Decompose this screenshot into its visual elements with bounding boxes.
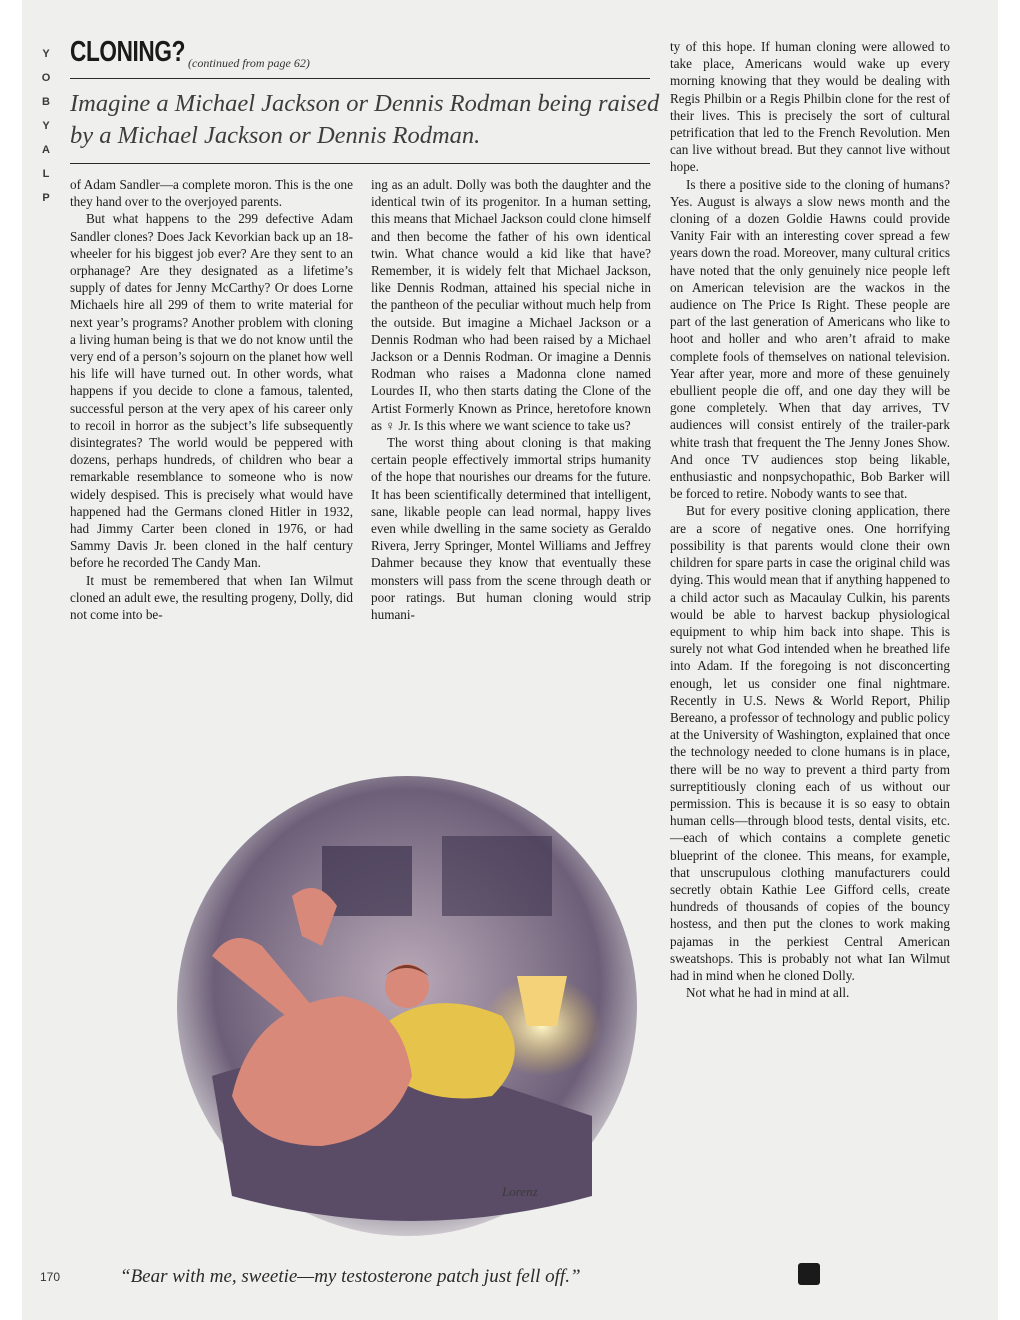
paragraph: But for every positive cloning application, there are a score of negative ones. One horrifying possibility is that parents would clone their own children for spare parts in case the original child was dying. This would mean that if anything happened to a child actor such as Macaulay Culkin, his parents would be able to harvest backup physiological equipment to whip him back into shape. This is surely not what God intended when he breathed life into Adam. If the foregoing is not disconcerting enough, let us consider one final nightmare. Recently in U.S. News & World Report, Philip Bereano, a professor of technology and public policy at the University of Washington, explained that once the technology needed to clone humans is in place, there will be no way to prevent a third party from surreptitiously cloning each of us without our permission. This is because it is so easy to obtain human cells—through blood tests, dental visits, etc.—each of which contains a complete genetic blueprint of the clonee. This means, for example, that unscrupulous clothing manufacturers could secretly obtain Kathie Lee Gifford cells, create hundreds of thousands of copies of the bouncy hostess, and then put the clones to work making pajamas in the perkiest Central American sweatshops. This is probably not what Ian Wilmut had in mind when he cloned Dolly. [670,503,950,983]
paragraph: Not what he had in mind at all. [686,985,850,1001]
text-column-3 [670,38,950,1001]
bunny-end-mark-icon [798,1263,820,1285]
article-title: CLONING? [70,36,186,68]
masthead-letter: Y [42,48,50,60]
divider-bottom [70,163,650,164]
masthead-letter: P [42,192,50,204]
masthead-letter: Y [42,120,50,132]
divider-top [70,78,650,79]
masthead-letter: O [41,72,51,84]
paragraph: But what happens to the 299 defective Adam Sandler clones? Does Jack Kevorkian back up an 18-wheeler for his biggest job ever? Are they sent to an orphanage? Are they designated as a lifetime’s supply of dates for Jenny McCarthy? Or does Lorne Michaels hire all 299 of them to write material for next year’s programs? Another problem with cloning a living human being is that we do not know until the very end of a person’s sojourn on the planet how well his life will have turned out. In other words, what happens if you decide to clone a famous, talented, successful person at the very apex of his career only to recoil in horror as the subject’s life subsequently disintegrates? The world would be peppered with dozens, perhaps hundreds, of children who bear a remarkable resemblance to someone who is now widely despised. This is precisely what would have happened had the Germans cloned Hitler in 1932, had Jimmy Carter been cloned in 1976, or had Sammy Davis Jr. been cloned in the half century before he recorded The Candy Man. [70,211,353,571]
cartoon-caption: “Bear with me, sweetie—my testosterone patch just fell off.” [120,1266,581,1287]
cartoon-illustration [172,776,642,1256]
paragraph: ty of this hope. If human cloning were allowed to take place, Americans would wake up every morning knowing that they would be dealing with Regis Philbin or a Regis Philbin clone for the rest of their lives. This is precisely the sort of cultural petrification that led to the French Revolution. Men can live without bread. But they cannot live without hope. [670,39,950,175]
article-deck: Imagine a Michael Jackson or Dennis Rodman being raised by a Michael Jackson or Dennis Rodman. [70,90,660,149]
artist-signature: Lorenz [502,1184,538,1199]
paragraph: The worst thing about cloning is that making certain people effectively immortal strips humanity of the hope that nourishes our dreams for the future. It has been scientifically determined that intelligent, sane, likable people can lead normal, happy lives even while dwelling in the same society as Geraldo Rivera, Jerry Springer, Montel Williams and Jeffrey Dahmer because they know that eventually these monsters will pass from the scene through death or poor ratings. But human cloning would strip humani- [371,435,651,623]
window-shape [442,836,552,916]
page-number: 170 [40,1270,61,1284]
paragraph: Is there a positive side to the cloning of humans? Yes. August is always a slow news month and the cloning of a dozen Goldie Hawns could provide Vanity Fair with an interesting cover spread a few years down the road. Moreover, many cultural critics have noted that the only genuinely nice people left on American television are the wackos in the audience on The Price Is Right. These people are part of the last generation of Americans who like to hoot and holler and who aren’t afraid to make complete fools of themselves on national television. Year after year, more and more of these genuinely ebullient people die off, and one day they will be gone completely. When that day arrives, TV audiences will consist entirely of the trailer-park white trash that frequent the The Jenny Jones Show. And once TV audiences stop being likable, enthusiastic and nonpsychopathic, Bob Barker will be forced to retire. Nobody wants to see that. [670,176,950,502]
paragraph: It must be remembered that when Ian Wilmut cloned an adult ewe, the resulting progeny, Dolly, did not come into be- [70,572,353,623]
paragraph: ing as an adult. Dolly was both the daughter and the identical twin of its progenitor. In a human setting, this means that Michael Jackson could clone himself and then become the father of his own identical twin. What chance would a kid like that have? Remember, it is widely felt that Michael Jackson, like Dennis Rodman, attained his special niche in the pantheon of the peculiar without much help from the outside. But imagine a Michael Jackson or a Dennis Rodman who had been raised by a Michael Jackson or a Dennis Rodman. Or imagine a Dennis Rodman who raises a Madonna clone named Lourdes II, who then starts dating the Clone of the Artist Formerly Known as Prince, heretofore known as ♀ Jr. Is this where we want science to take us? [371,177,651,433]
masthead-letter: L [42,168,50,180]
paragraph: of Adam Sandler—a complete moron. This is the one they hand over to the overjoyed parents. [70,177,353,210]
masthead-vertical [36,42,56,210]
text-column-2 [371,176,651,623]
continued-note: (continued from page 62) [188,56,310,70]
masthead-letter: A [42,144,50,156]
masthead-letter: B [42,96,50,108]
text-column-1 [70,176,353,623]
